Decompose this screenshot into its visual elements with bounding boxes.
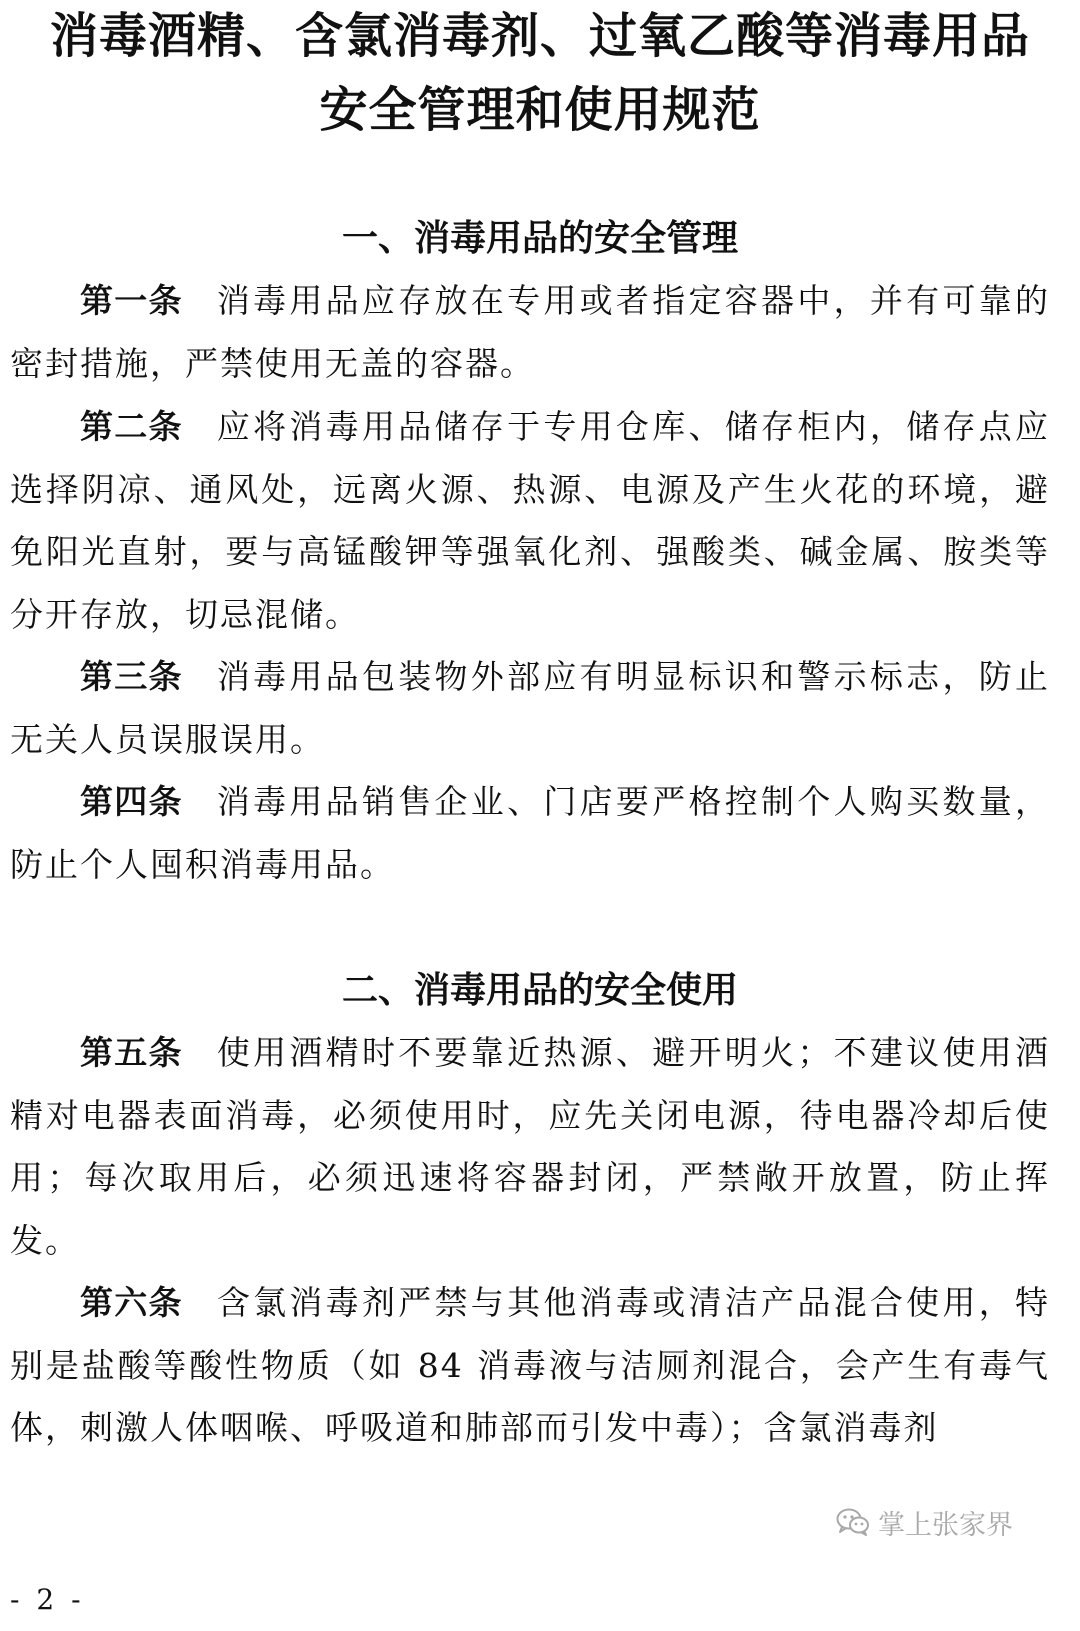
wechat-icon: [836, 1507, 870, 1537]
article-text: 消毒用品包装物外部应有明显标识和警示标志，防止无关人员误服误用。: [10, 657, 1051, 759]
article-label: 第二条: [80, 407, 183, 446]
watermark-text: 掌上张家界: [878, 1509, 1013, 1541]
article-2: [10, 396, 1050, 646]
article-label: 第六条: [80, 1283, 183, 1322]
article-5: [10, 1022, 1050, 1272]
document-title-line-1: 消毒酒精、含氯消毒剂、过氧乙酸等消毒用品: [49, 8, 1030, 64]
article-3: [10, 646, 1050, 771]
section-heading-1: 一、消毒用品的安全管理: [341, 217, 738, 259]
article-text: 使用酒精时不要靠近热源、避开明火；不建议使用酒精对电器表面消毒，必须使用时，应先关闭电源，待电器冷却后使用；每次取用后，必须迅速将容器封闭，严禁敞开放置，防止挥发。: [10, 1033, 1051, 1260]
article-1: [10, 270, 1050, 395]
article-label: 第五条: [80, 1033, 183, 1072]
article-text: 应将消毒用品储存于专用仓库、储存柜内，储存点应选择阴凉、通风处，远离火源、热源、电源及产生火花的环境，避免阳光直射，要与高锰酸钾等强氧化剂、强酸类、碱金属、胺类等分开存放，切忌混储。: [10, 407, 1051, 634]
article-label: 第三条: [80, 657, 183, 696]
article-text: 消毒用品应存放在专用或者指定容器中，并有可靠的密封措施，严禁使用无盖的容器。: [10, 281, 1051, 383]
page-number: - 2 -: [10, 1583, 85, 1616]
article-4: [10, 771, 1050, 896]
article-6: [10, 1272, 1050, 1460]
article-text: 消毒用品销售企业、门店要严格控制个人购买数量，防止个人囤积消毒用品。: [10, 782, 1051, 884]
article-label: 第一条: [80, 281, 183, 320]
section-heading-2: 二、消毒用品的安全使用: [341, 969, 738, 1011]
watermark: [836, 1502, 1013, 1542]
article-label: 第四条: [80, 782, 183, 821]
article-text: 含氯消毒剂严禁与其他消毒或清洁产品混合使用，特别是盐酸等酸性物质（如 84 消毒液与洁厕剂混合，会产生有毒气体，刺激人体咽喉、呼吸道和肺部而引发中毒）；含氯消毒剂: [10, 1283, 1051, 1447]
document-title-line-2: 安全管理和使用规范: [319, 82, 761, 138]
